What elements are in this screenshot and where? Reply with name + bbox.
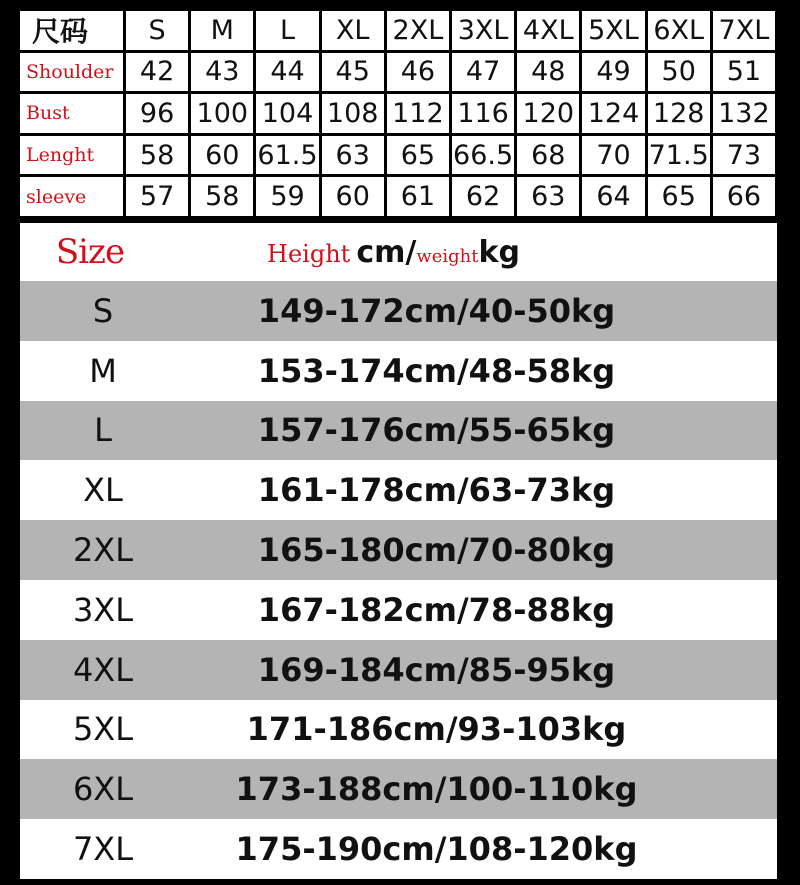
- bust-value: 100: [191, 94, 253, 133]
- size-header-2xl: 2XL: [387, 11, 449, 50]
- size-guide-table: [20, 223, 777, 879]
- height-weight-range: 171-186cm/93-103kg: [246, 710, 627, 749]
- length-value: 68: [517, 136, 579, 175]
- table-row: [20, 700, 777, 760]
- row-label-shoulder: Shoulder: [20, 53, 123, 92]
- size-header-3xl: 3XL: [452, 11, 514, 50]
- height-weight-range: 161-178cm/63-73kg: [257, 471, 616, 510]
- bust-value: 124: [582, 94, 644, 133]
- sleeve-value: 59: [256, 177, 318, 216]
- bust-value: 96: [126, 94, 188, 133]
- kg-unit: kg: [478, 234, 520, 270]
- shoulder-value: 43: [191, 53, 253, 92]
- table-row: [20, 580, 777, 640]
- height-weight-range: 149-172cm/40-50kg: [257, 291, 616, 330]
- shoulder-value: 50: [648, 53, 710, 92]
- sleeve-value: 64: [582, 177, 644, 216]
- table-row: [20, 341, 777, 401]
- table-row: [20, 759, 777, 819]
- sleeve-value: 63: [517, 177, 579, 216]
- size-header-l: L: [256, 11, 318, 50]
- size-label: 3XL: [72, 590, 134, 629]
- shoulder-value: 48: [517, 53, 579, 92]
- row-label-bust: Bust: [20, 94, 123, 133]
- sleeve-value: 58: [191, 177, 253, 216]
- shoulder-value: 49: [582, 53, 644, 92]
- sleeve-value: 65: [648, 177, 710, 216]
- bust-value: 104: [256, 94, 318, 133]
- length-value: 66.5: [452, 136, 514, 175]
- length-value: 63: [322, 136, 384, 175]
- measurement-grid: [20, 11, 775, 216]
- size-column-header: 尺码: [20, 11, 123, 50]
- size-header-label: Size: [55, 232, 125, 272]
- height-weight-range: 169-184cm/85-95kg: [257, 650, 616, 689]
- size-header-7xl: 7XL: [713, 11, 775, 50]
- height-weight-header: [160, 235, 777, 270]
- size-label: M: [89, 351, 117, 390]
- size-label: 5XL: [72, 710, 134, 749]
- size-label: XL: [83, 471, 123, 510]
- size-header-6xl: 6XL: [648, 11, 710, 50]
- size-label: L: [94, 411, 112, 450]
- table-row: [20, 401, 777, 461]
- table-row: [20, 520, 777, 580]
- length-value: 71.5: [648, 136, 710, 175]
- shoulder-value: 45: [322, 53, 384, 92]
- bust-value: 132: [713, 94, 775, 133]
- length-value: 60: [191, 136, 253, 175]
- table-row: [20, 460, 777, 520]
- size-label: S: [92, 291, 114, 330]
- length-value: 61.5: [256, 136, 318, 175]
- size-header-xl: XL: [322, 11, 384, 50]
- bust-value: 128: [648, 94, 710, 133]
- height-weight-range: 173-188cm/100-110kg: [235, 770, 638, 809]
- sleeve-value: 66: [713, 177, 775, 216]
- table-row: [20, 819, 777, 879]
- shoulder-value: 51: [713, 53, 775, 92]
- size-header-s: S: [126, 11, 188, 50]
- size-label: 4XL: [72, 650, 134, 689]
- table-row: [20, 281, 777, 341]
- shoulder-value: 47: [452, 53, 514, 92]
- height-label: Height: [267, 239, 351, 268]
- shoulder-value: 42: [126, 53, 188, 92]
- shoulder-value: 46: [387, 53, 449, 92]
- size-header-4xl: 4XL: [517, 11, 579, 50]
- size-header-m: M: [191, 11, 253, 50]
- length-value: 58: [126, 136, 188, 175]
- length-value: 65: [387, 136, 449, 175]
- sleeve-value: 62: [452, 177, 514, 216]
- height-weight-range: 167-182cm/78-88kg: [257, 590, 616, 629]
- size-label: 2XL: [72, 531, 134, 570]
- size-guide-header: [20, 223, 777, 281]
- height-weight-range: 175-190cm/108-120kg: [235, 830, 638, 869]
- row-label-length: Lenght: [20, 136, 123, 175]
- length-value: 73: [713, 136, 775, 175]
- size-label: 7XL: [72, 830, 134, 869]
- table-row: [20, 640, 777, 700]
- length-value: 70: [582, 136, 644, 175]
- size-label: 6XL: [72, 770, 134, 809]
- sleeve-value: 61: [387, 177, 449, 216]
- row-label-sleeve: sleeve: [20, 177, 123, 216]
- bust-value: 108: [322, 94, 384, 133]
- height-weight-range: 157-176cm/55-65kg: [257, 411, 616, 450]
- height-weight-range: 165-180cm/70-80kg: [257, 531, 616, 570]
- sleeve-value: 60: [322, 177, 384, 216]
- shoulder-value: 44: [256, 53, 318, 92]
- weight-label: weight: [416, 245, 479, 267]
- height-weight-range: 153-174cm/48-58kg: [257, 351, 616, 390]
- sleeve-value: 57: [126, 177, 188, 216]
- size-header-5xl: 5XL: [582, 11, 644, 50]
- bust-value: 116: [452, 94, 514, 133]
- bust-value: 120: [517, 94, 579, 133]
- bust-value: 112: [387, 94, 449, 133]
- cm-unit: cm/: [356, 234, 417, 270]
